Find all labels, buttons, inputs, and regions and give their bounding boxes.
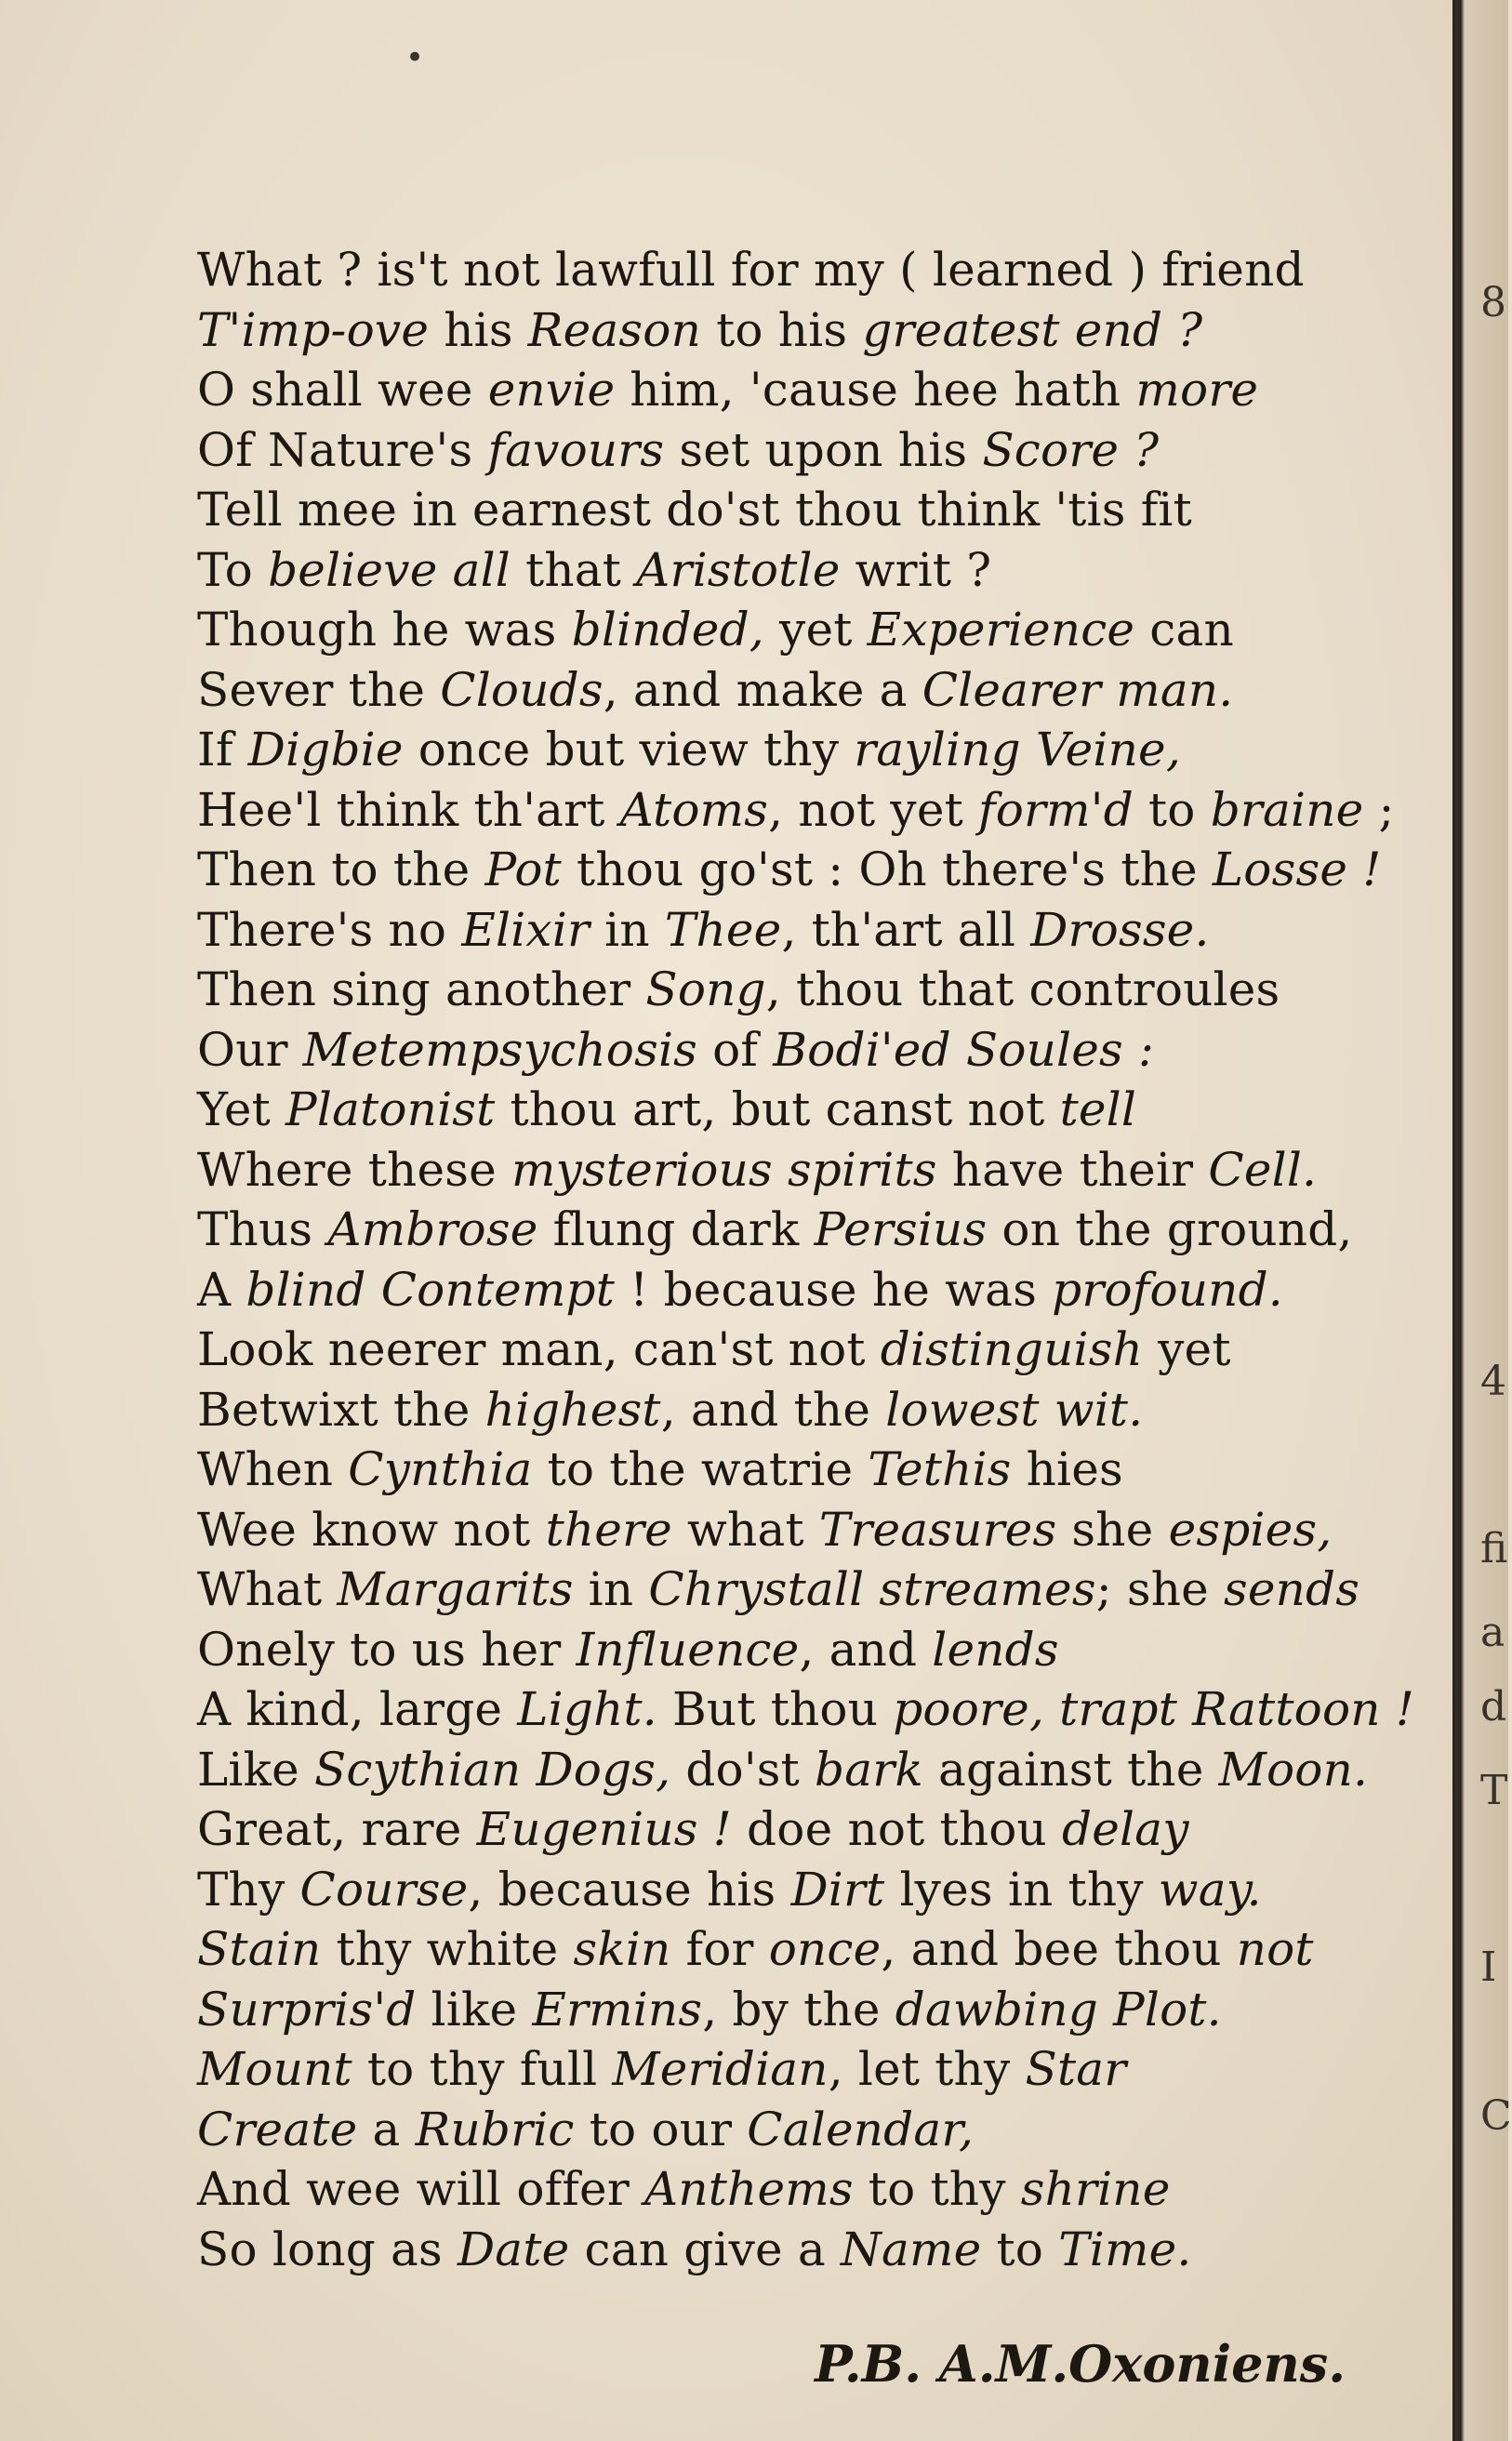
roman-phrase: Though he was	[197, 603, 572, 657]
poem-line	[197, 1919, 1406, 1980]
roman-phrase: , let thy	[828, 2042, 1026, 2096]
italic-phrase: Create	[197, 2102, 358, 2156]
roman-phrase: , thou that controules	[765, 962, 1280, 1016]
roman-phrase: doe not thou	[731, 1802, 1063, 1856]
italic-phrase: Eugenius !	[476, 1802, 732, 1856]
roman-phrase: Yet	[197, 1082, 286, 1136]
roman-phrase: a	[357, 2102, 416, 2156]
italic-phrase: sends	[1224, 1562, 1360, 1616]
roman-phrase: in	[590, 902, 665, 957]
italic-phrase: Song	[645, 962, 766, 1016]
poem-line	[197, 1860, 1406, 1920]
italic-phrase: more	[1135, 363, 1259, 417]
italic-phrase: Ambrose	[327, 1202, 538, 1256]
italic-phrase: Cynthia	[348, 1442, 533, 1496]
italic-phrase: Anthems	[644, 2162, 854, 2216]
italic-phrase: bark	[815, 1742, 923, 1797]
poem-line	[197, 720, 1406, 780]
roman-phrase: And wee will offer	[197, 2162, 645, 2216]
roman-phrase: There's no	[197, 902, 462, 957]
italic-phrase: Metempsychosis	[302, 1022, 698, 1077]
roman-phrase: Where these	[197, 1142, 511, 1197]
roman-phrase: , and	[799, 1622, 933, 1677]
italic-phrase: Stain	[197, 1922, 322, 1976]
italic-phrase: believe all	[268, 542, 511, 597]
italic-phrase: dawbing Plot.	[895, 1982, 1222, 2036]
poem-line	[197, 1140, 1406, 1201]
facing-page-fragment: 8	[1480, 279, 1506, 326]
italic-phrase: Experience	[867, 603, 1135, 657]
roman-phrase: , and make a	[603, 662, 922, 717]
roman-phrase: do'st	[670, 1742, 816, 1797]
roman-phrase: can	[1134, 603, 1234, 657]
poem-line	[197, 1439, 1406, 1500]
roman-phrase: Onely to us her	[197, 1622, 577, 1677]
italic-phrase: Name	[841, 2222, 982, 2276]
roman-phrase: Our	[197, 1022, 303, 1077]
poem-line	[197, 1080, 1406, 1140]
italic-phrase: there	[545, 1502, 672, 1557]
roman-phrase: can give a	[569, 2222, 842, 2276]
italic-phrase: Moon.	[1218, 1742, 1369, 1797]
poem-line	[197, 300, 1406, 361]
roman-phrase: thou go'st : Oh there's the	[561, 842, 1213, 896]
italic-phrase: Platonist	[285, 1082, 496, 1136]
roman-phrase: writ ?	[840, 542, 992, 597]
italic-phrase: Persius	[814, 1202, 988, 1256]
italic-phrase: Aristotle	[636, 542, 841, 597]
roman-phrase: , because his	[468, 1862, 791, 1917]
poem-line	[197, 2159, 1406, 2220]
poem-line	[197, 1559, 1406, 1620]
roman-phrase: that	[510, 542, 637, 597]
italic-phrase: Pot	[484, 842, 562, 896]
poem-line	[197, 960, 1406, 1020]
roman-phrase: Then to the	[197, 842, 485, 896]
roman-phrase: Sever the	[197, 662, 441, 717]
italic-phrase: Treasures	[818, 1502, 1057, 1557]
italic-phrase: Dirt	[790, 1862, 885, 1917]
poem-line	[197, 1679, 1415, 1740]
roman-phrase: what	[671, 1502, 819, 1557]
italic-phrase: Digbie	[247, 723, 404, 776]
roman-phrase: to our	[574, 2102, 748, 2156]
italic-phrase: envie	[487, 363, 616, 417]
facing-page-fragment: C	[1480, 2092, 1512, 2140]
italic-phrase: highest	[484, 1382, 661, 1437]
italic-phrase: Chrystall streames	[648, 1562, 1096, 1616]
italic-phrase: blinded,	[571, 603, 764, 657]
italic-phrase: Surpris'd	[197, 1982, 417, 2036]
italic-phrase: Bodi'ed Soules :	[773, 1022, 1155, 1077]
adjacent-page-edge	[1455, 0, 1508, 2441]
roman-phrase: , by the	[702, 1982, 895, 2036]
italic-phrase: Atoms	[619, 782, 769, 837]
roman-phrase: flung dark	[537, 1202, 815, 1256]
italic-phrase: lowest wit.	[885, 1382, 1144, 1437]
roman-phrase: him, 'cause hee hath	[615, 363, 1136, 417]
italic-phrase: Date	[458, 2222, 570, 2276]
italic-phrase: Losse !	[1212, 842, 1382, 896]
ink-speck: •	[405, 39, 425, 76]
poem-line	[197, 1980, 1406, 2040]
roman-phrase: To	[197, 542, 269, 597]
facing-page-fragment: fi	[1480, 1525, 1508, 1572]
poem-line	[197, 900, 1406, 961]
italic-phrase: Clouds	[440, 662, 603, 717]
roman-phrase: ! because he was	[615, 1262, 1053, 1317]
roman-phrase: thy white	[321, 1922, 574, 1976]
italic-phrase: Scythian Dogs,	[313, 1742, 671, 1797]
italic-phrase: Rubric	[415, 2102, 575, 2156]
italic-phrase: Elixir	[461, 902, 590, 957]
roman-phrase: Then sing another	[197, 962, 646, 1016]
poem-line	[197, 420, 1406, 481]
roman-phrase: like	[416, 1982, 533, 2036]
poem-line	[197, 2220, 1406, 2280]
poem-line	[197, 1260, 1406, 1320]
italic-phrase: Clearer man.	[922, 662, 1234, 717]
italic-phrase: shrine	[1020, 2162, 1171, 2216]
italic-phrase: T'imp-ove	[197, 302, 430, 357]
roman-phrase: Thy	[197, 1862, 300, 1917]
roman-phrase: to thy	[853, 2162, 1021, 2216]
roman-phrase: to	[1133, 782, 1211, 837]
signature: P.B. A.M.Oxoniens.	[815, 2334, 1346, 2394]
italic-phrase: rayling Veine,	[854, 723, 1181, 776]
poem-line	[197, 360, 1406, 420]
italic-phrase: Meridian	[612, 2042, 829, 2096]
roman-phrase: for	[670, 1922, 769, 1976]
roman-phrase: , not yet	[768, 782, 979, 837]
poem-line	[197, 480, 1406, 540]
roman-phrase: Wee know not	[197, 1502, 546, 1557]
roman-phrase: to the watrie	[532, 1442, 869, 1496]
poem-line	[197, 780, 1406, 841]
poem-line	[197, 1620, 1406, 1680]
facing-page-fragment: 4	[1480, 1358, 1506, 1405]
roman-phrase: If	[197, 723, 248, 776]
roman-phrase: , and the	[660, 1382, 886, 1437]
roman-phrase: Thus	[197, 1202, 328, 1256]
roman-phrase: she	[1056, 1502, 1169, 1557]
roman-phrase: hies	[1011, 1442, 1123, 1496]
italic-phrase: Ermins	[532, 1982, 703, 2036]
italic-phrase: Course	[299, 1862, 469, 1917]
poem-line	[197, 1380, 1406, 1440]
italic-phrase: Light.	[517, 1682, 657, 1736]
roman-phrase: once but view thy	[403, 723, 855, 776]
roman-phrase: yet	[763, 603, 868, 657]
italic-phrase: way.	[1158, 1862, 1262, 1917]
poem-line	[197, 2100, 1406, 2160]
italic-phrase: Score ?	[982, 422, 1160, 477]
poem-line	[197, 660, 1406, 721]
italic-phrase: distinguish	[880, 1322, 1143, 1376]
italic-phrase: Tethis	[868, 1442, 1012, 1496]
italic-phrase: favours	[487, 422, 665, 477]
poem-line	[197, 240, 1406, 300]
roman-phrase: Look neerer man, can'st not	[197, 1322, 881, 1376]
italic-phrase: Cell.	[1208, 1142, 1318, 1197]
poem-line	[197, 1799, 1406, 1860]
italic-phrase: braine	[1210, 782, 1364, 837]
italic-phrase: Influence	[576, 1622, 800, 1677]
roman-phrase: thou art, but canst not	[495, 1082, 1060, 1136]
roman-phrase: lyes in thy	[884, 1862, 1159, 1917]
roman-phrase: yet	[1143, 1322, 1231, 1376]
roman-phrase: his	[429, 302, 528, 357]
italic-phrase: form'd	[978, 782, 1134, 837]
poem-line	[197, 1200, 1406, 1260]
roman-phrase: What ? is't not lawfull for my ( learned ) friend	[197, 243, 1305, 297]
roman-phrase: on the ground,	[987, 1202, 1353, 1256]
italic-phrase: Star	[1025, 2042, 1127, 2096]
roman-phrase: Hee'l think th'art	[197, 782, 620, 837]
italic-phrase: Calendar,	[747, 2102, 975, 2156]
roman-phrase: Like	[197, 1742, 314, 1797]
italic-phrase: tell	[1059, 1082, 1137, 1136]
italic-phrase: Thee	[664, 902, 782, 957]
roman-phrase: O shall wee	[197, 363, 488, 417]
poem-line	[197, 1500, 1406, 1560]
poem-text	[197, 240, 1415, 2279]
facing-page-fragment: d	[1480, 1683, 1507, 1731]
roman-phrase: ; she	[1095, 1562, 1224, 1616]
roman-phrase: have their	[936, 1142, 1209, 1197]
italic-phrase: delay	[1062, 1802, 1189, 1856]
roman-phrase: , and bee thou	[881, 1922, 1237, 1976]
roman-phrase: A	[197, 1262, 246, 1317]
italic-phrase: mysterious spirits	[511, 1142, 937, 1197]
roman-phrase: When	[197, 1442, 349, 1496]
roman-phrase: to	[981, 2222, 1059, 2276]
poem-line	[197, 840, 1406, 900]
roman-phrase: So long as	[197, 2222, 458, 2276]
roman-phrase: against the	[922, 1742, 1219, 1797]
poem-line	[197, 1320, 1406, 1380]
italic-phrase: greatest end ?	[862, 302, 1203, 357]
italic-phrase: blind Contempt	[245, 1262, 616, 1317]
facing-page-fragment: I	[1480, 1944, 1497, 1991]
italic-phrase: espies,	[1168, 1502, 1333, 1557]
roman-phrase: What	[197, 1562, 338, 1616]
roman-phrase: set upon his	[664, 422, 983, 477]
roman-phrase: of	[697, 1022, 774, 1077]
poem-line	[197, 1020, 1406, 1081]
poem-line	[197, 600, 1406, 660]
poem-line	[197, 2039, 1406, 2100]
italic-phrase: profound.	[1052, 1262, 1283, 1317]
roman-phrase: to thy full	[351, 2042, 613, 2096]
poem-line	[197, 540, 1406, 601]
roman-phrase: Tell mee in earnest do'st thou think 'tis fit	[197, 483, 1192, 537]
roman-phrase: in	[573, 1562, 649, 1616]
italic-phrase: Time.	[1058, 2222, 1192, 2276]
italic-phrase: lends	[932, 1622, 1059, 1677]
roman-phrase: Of Nature's	[197, 422, 488, 477]
italic-phrase: not	[1236, 1922, 1314, 1976]
roman-phrase: ;	[1363, 782, 1395, 837]
italic-phrase: Margarits	[337, 1562, 574, 1616]
roman-phrase: A kind, large	[197, 1682, 518, 1736]
roman-phrase: Betwixt the	[197, 1382, 485, 1437]
italic-phrase: Reason	[527, 302, 701, 357]
roman-phrase: But thou	[657, 1682, 894, 1736]
italic-phrase: once	[768, 1922, 882, 1976]
italic-phrase: poore, trapt Rattoon !	[893, 1682, 1415, 1736]
roman-phrase: to his	[701, 302, 863, 357]
roman-phrase: , th'art all	[781, 902, 1031, 957]
facing-page-fragment: a	[1480, 1609, 1505, 1656]
italic-phrase: skin	[573, 1922, 671, 1976]
poem-line	[197, 1740, 1406, 1800]
italic-phrase: Drosse.	[1030, 902, 1210, 957]
facing-page-fragment: T	[1480, 1767, 1508, 1814]
roman-phrase: Great, rare	[197, 1802, 477, 1856]
italic-phrase: Mount	[197, 2042, 352, 2096]
